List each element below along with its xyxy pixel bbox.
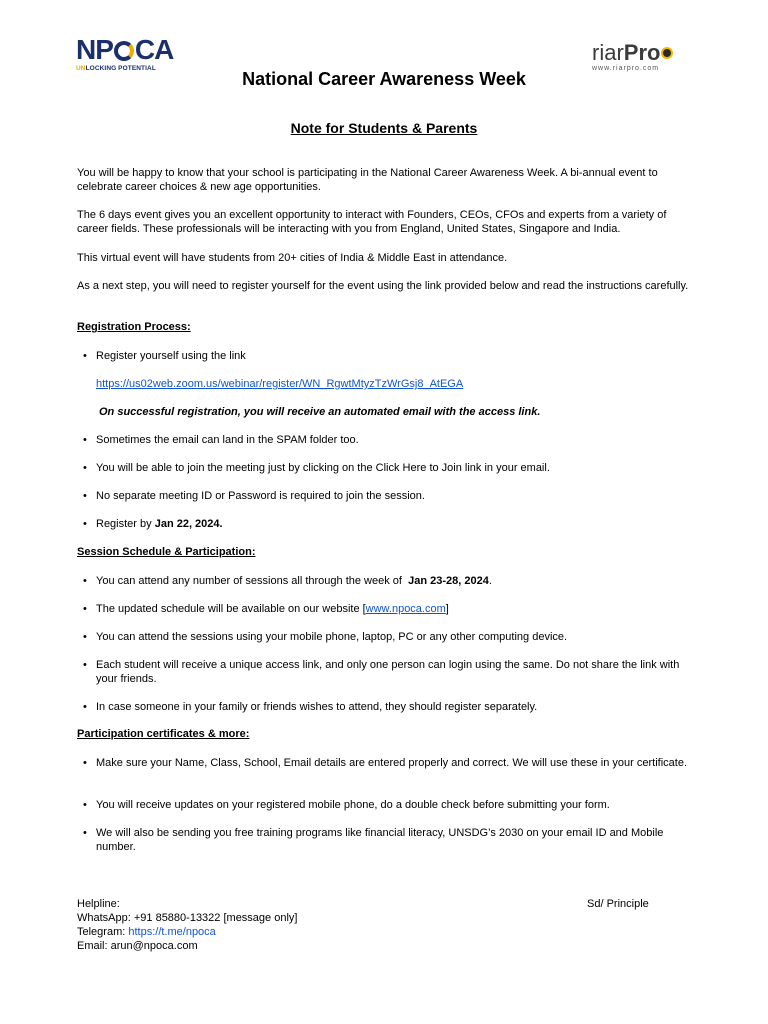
schedule-item-2 <box>96 602 696 616</box>
intro-paragraph-2: The 6 days event gives you an excellent opportunity to interact with Founders, CEOs, CFOs and experts from a variety of career fields. These professionals will be interacting with you from England, United States, Singapore and India. <box>77 209 667 235</box>
email-contact: Email: arun@npoca.com <box>77 940 198 952</box>
event-dates: Jan 23-28, 2024 <box>408 575 489 587</box>
intro-paragraph-3: This virtual event will have students from 20+ cities of India & Middle East in attendance. <box>77 252 508 264</box>
bullet-icon: • <box>83 603 87 615</box>
registration-link[interactable]: https://us02web.zoom.us/webinar/register/WN_RgwtMtyzTzWrGsj8_AtEGA <box>96 378 464 390</box>
npoca-tagline-accent: UN <box>76 65 86 72</box>
registration-item-5-prefix: Register by <box>96 518 155 530</box>
schedule-item-1-suffix: . <box>488 575 492 587</box>
riarpro-url: www.riarpro.com <box>592 65 660 72</box>
schedule-item-4: Each student will receive a unique access link, and only one person can login using the same. Do not share the link with your friends. <box>96 659 680 685</box>
bullet-icon: • <box>83 434 87 446</box>
registration-item-4: No separate meeting ID or Password is required to join the session. <box>96 490 425 502</box>
page-subtitle: Note for Students & Parents <box>290 120 478 136</box>
bullet-icon: • <box>83 490 87 502</box>
bullet-icon: • <box>83 575 87 587</box>
bullet-icon: • <box>83 659 87 671</box>
certificates-item-2: You will receive updates on your registered mobile phone, do a double check before submitting your form. <box>96 799 610 811</box>
riarpro-dot-icon <box>661 47 673 59</box>
schedule-item-2-prefix: The updated schedule will be available on our website [ <box>96 603 366 615</box>
bullet-icon: • <box>83 799 87 811</box>
bullet-icon: • <box>83 462 87 474</box>
registration-item-3: You will be able to join the meeting just by clicking on the Click Here to Join link in your email. <box>96 462 550 474</box>
bullet-icon: • <box>83 757 87 769</box>
bullet-icon: • <box>83 350 87 362</box>
schedule-item-1-prefix: You can attend any number of sessions all through the week of <box>96 575 409 587</box>
principal-signature: Sd/ Principle <box>587 898 649 910</box>
npoca-tagline-rest: LOCKING POTENTIAL <box>85 65 156 72</box>
schedule-item-3: You can attend the sessions using your mobile phone, laptop, PC or any other computing device. <box>96 631 568 643</box>
certificates-item-3: We will also be sending you free training programs like financial literacy, UNSDG’s 2030 on your email ID and Mobile number. <box>96 827 664 853</box>
bullet-icon: • <box>83 631 87 643</box>
bullet-icon: • <box>83 701 87 713</box>
certificates-item-1: Make sure your Name, Class, School, Email details are entered properly and correct. We will use these in your certificate. <box>96 757 687 769</box>
certificates-heading: Participation certificates & more: <box>77 728 250 740</box>
bullet-icon: • <box>83 518 87 530</box>
npoca-logo-o-icon <box>114 41 134 61</box>
schedule-heading: Session Schedule & Participation: <box>77 546 256 558</box>
riarpro-logo-part2: Pro <box>623 40 661 65</box>
schedule-item-2-suffix: ] <box>445 603 449 615</box>
registration-heading: Registration Process: <box>77 321 191 333</box>
telegram-contact <box>77 925 216 939</box>
whatsapp-contact: WhatsApp: +91 85880-13322 [message only] <box>77 912 298 924</box>
intro-paragraph-1: You will be happy to know that your school is participating in the National Career Awareness Week. A bi-annual event to celebrate career choices & new age opportunities. <box>77 167 658 193</box>
telegram-label: Telegram: <box>77 926 129 938</box>
schedule-item-1 <box>96 574 696 588</box>
registration-item-2: Sometimes the email can land in the SPAM folder too. <box>96 434 359 446</box>
intro-paragraph-4: As a next step, you will need to register yourself for the event using the link provided below and read the instructions carefully. <box>77 280 689 292</box>
website-link[interactable]: www.npoca.com <box>365 603 446 615</box>
riarpro-logo-part1: riar <box>592 40 624 65</box>
telegram-link[interactable]: https://t.me/npoca <box>128 926 216 938</box>
registration-item-5 <box>96 517 696 531</box>
npoca-logo-part1: NP <box>76 34 113 65</box>
helpline-label: Helpline: <box>77 898 120 910</box>
schedule-item-5: In case someone in your family or friends wishes to attend, they should register separately. <box>96 701 538 713</box>
registration-note: On successful registration, you will receive an automated email with the access link. <box>99 406 541 418</box>
registration-item-1: Register yourself using the link <box>96 350 246 362</box>
registration-deadline: Jan 22, 2024. <box>154 518 223 530</box>
npoca-logo-part2: CA <box>134 34 174 65</box>
page-title: National Career Awareness Week <box>242 69 526 89</box>
bullet-icon: • <box>83 827 87 839</box>
